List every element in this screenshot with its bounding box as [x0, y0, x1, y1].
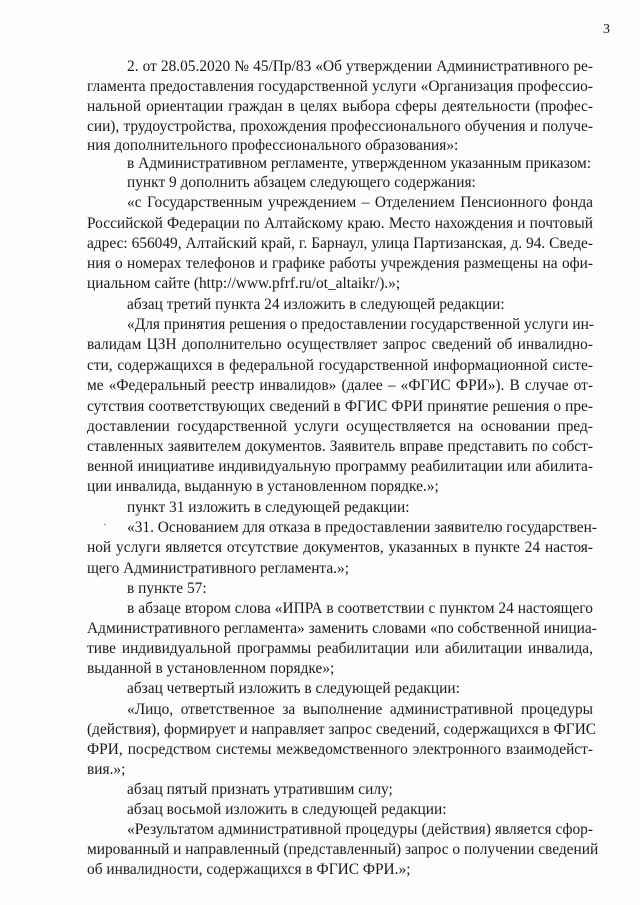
- scan-mark: ·: [103, 517, 107, 531]
- text-line: «Лицо, ответственное за выполнение административной процедуры: [127, 701, 593, 718]
- text-line: тиве индивидуальной программы реабилитации или абилитации инвалида,: [87, 640, 593, 657]
- text-line: Российской Федерации по Алтайскому краю. Место нахождения и почтовый: [87, 215, 593, 232]
- text-line: ме «Федеральный реестр инвалидов» (далее – «ФГИС ФРИ»). В случае от-: [87, 377, 593, 394]
- text-line: сии), трудоустройства, прохождения профессионального обучения и получе-: [87, 118, 593, 135]
- text-line: валидам ЦЗН дополнительно осуществляет запрос сведений об инвалидно-: [87, 336, 593, 353]
- text-line: ставленных заявителем документов. Заявитель вправе представить по собст-: [87, 438, 593, 455]
- text-line: нальной ориентации граждан в целях выбора сферы деятельности (профес-: [87, 98, 593, 115]
- text-line: в пункте 57:: [127, 580, 207, 597]
- text-line: «с Государственным учреждением – Отделением Пенсионного фонда: [127, 194, 593, 211]
- text-line: сутствия соответствующих сведений в ФГИС ФРИ принятие решения о пре-: [87, 398, 593, 415]
- text-line: вия.»;: [87, 761, 126, 778]
- text-line: абзац восьмой изложить в следующей редакции:: [127, 801, 447, 818]
- text-line: адрес: 656049, Алтайский край, г. Барнаул, улица Партизанская, д. 94. Сведе-: [87, 235, 593, 252]
- text-line: ФРИ, посредством системы межведомственного электронного взаимодейст-: [87, 741, 593, 758]
- text-line: ния о номерах телефонов и графике работы учреждения размещены на офи-: [87, 255, 593, 272]
- text-line: 2. от 28.05.2020 № 45/Пр/83 «Об утверждении Административного ре-: [127, 58, 593, 75]
- text-line: абзац пятый признать утратившим силу;: [127, 781, 393, 798]
- text-line: гламента предоставления государственной услуги «Организация профессио-: [87, 78, 593, 95]
- text-line: доставлении государственной услуги осуществляется на основании пред-: [87, 418, 593, 435]
- text-line: венной инициативе индивидуальную программу реабилитации или абилита-: [87, 458, 593, 475]
- text-line: циальном сайте (http://www.pfrf.ru/ot_altaikr/).»;: [87, 275, 401, 292]
- text-line: «Результатом административной процедуры (действия) является сфор-: [127, 821, 593, 838]
- text-line: в Административном регламенте, утвержденном указанным приказом:: [127, 155, 592, 172]
- text-line: Административного регламента» заменить словами «по собственной инициа-: [87, 620, 597, 637]
- text-line: абзац третий пункта 24 изложить в следующей редакции:: [127, 296, 505, 313]
- text-line: пункт 31 изложить в следующей редакции:: [127, 499, 410, 516]
- text-line: сти, содержащихся в федеральной государственной информационной систе-: [87, 357, 593, 374]
- text-line: «31. Основанием для отказа в предоставлении заявителю государствен-: [127, 519, 597, 536]
- text-line: ции инвалида, выданную в установленном порядке.»;: [87, 478, 439, 495]
- text-line: мированный и направленный (представленный) запрос о получении сведений: [87, 841, 599, 858]
- text-line: ной услуги является отсутствие документов, указанных в пункте 24 настоя-: [87, 539, 593, 556]
- text-line: в абзаце втором слова «ИПРА в соответствии с пунктом 24 настоящего: [127, 600, 593, 617]
- page-number: 3: [603, 22, 610, 37]
- text-line: об инвалидности, содержащихся в ФГИС ФРИ.»;: [87, 861, 411, 878]
- text-line: выданной в установленном порядке»;: [87, 660, 335, 677]
- text-line: (действия), формирует и направляет запрос сведений, содержащихся в ФГИС: [87, 721, 597, 738]
- text-line: ния дополнительного профессионального образования»:: [87, 137, 459, 154]
- text-line: щего Административного регламента.»;: [87, 560, 349, 577]
- text-line: «Для принятия решения о предоставлении государственной услуги ин-: [127, 316, 594, 333]
- text-line: пункт 9 дополнить абзацем следующего содержания:: [127, 174, 476, 191]
- text-line: абзац четвертый изложить в следующей редакции:: [127, 680, 460, 697]
